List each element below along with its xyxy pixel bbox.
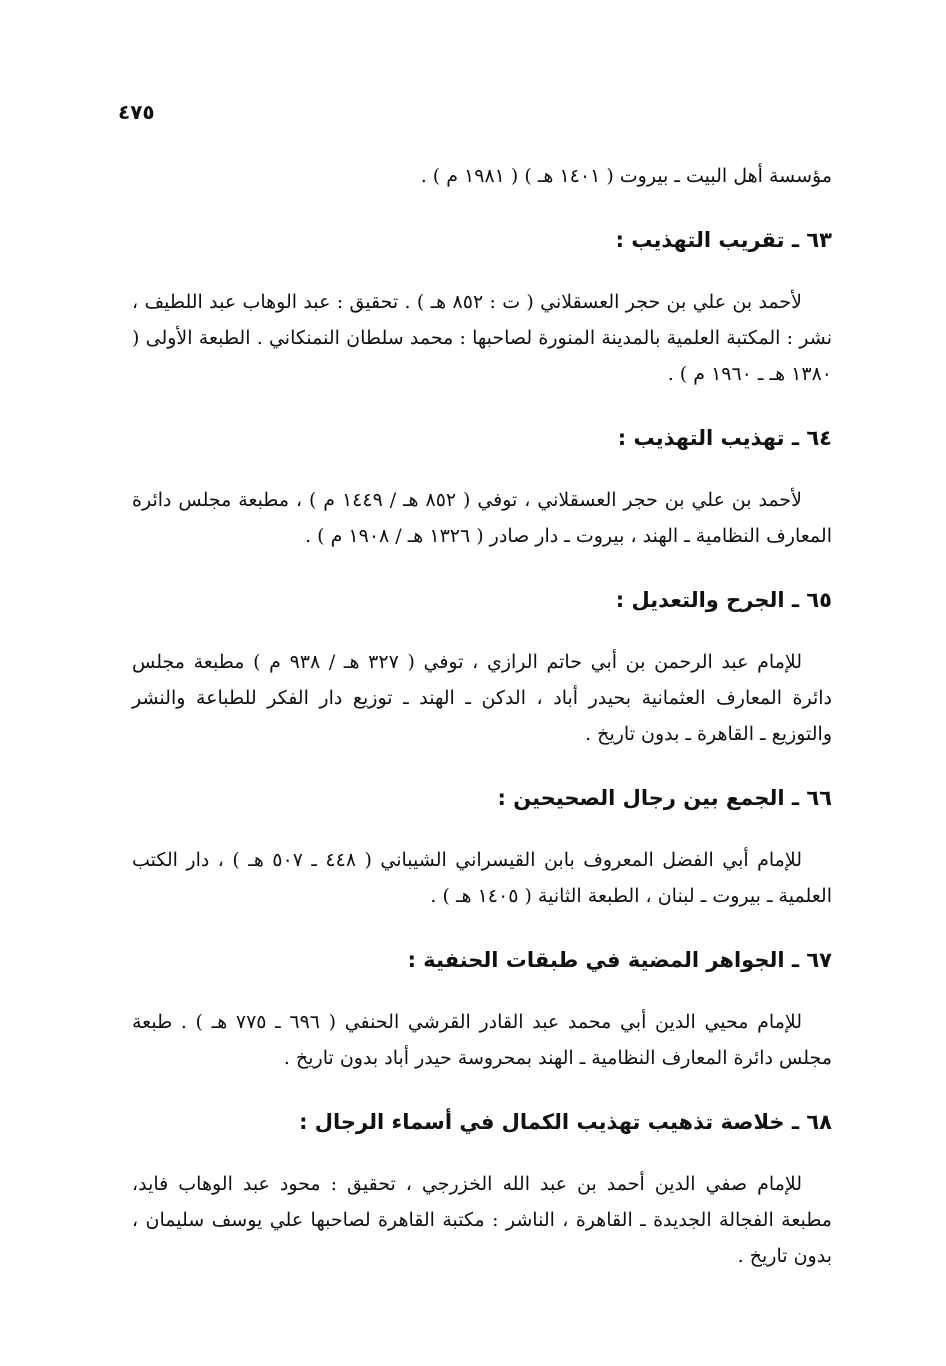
entry-66 (132, 780, 832, 914)
entry-heading: ٦٣ ـ تقريب التهذيب : (615, 228, 832, 252)
entry-68 (132, 1104, 832, 1274)
entry-64 (132, 420, 832, 554)
entry-heading: ٦٨ ـ خلاصة تذهيب تهذيب الكمال في أسماء الرجال : (299, 1110, 832, 1134)
entry-heading: ٦٦ ـ الجمع بين رجال الصحيحين : (497, 786, 832, 810)
entry-heading: ٦٧ ـ الجواهر المضية في طبقات الحنفية : (407, 948, 832, 972)
page-number: ٤٧٥ (118, 100, 155, 124)
page-content (132, 158, 832, 1274)
entry-67 (132, 942, 832, 1076)
entry-body: لأحمد بن علي بن حجر العسقلاني ، توفي ( ٨٥٢ هـ / ١٤٤٩ م ) ، مطبعة مجلس دائرة المعارف النظامية ـ الهند ، بيروت ـ دار صادر ( ١٣٢٦ هـ / ١٩٠٨ م ) . (132, 489, 832, 547)
entry-heading: ٦٤ ـ تهذيب التهذيب : (617, 426, 832, 450)
entry-65 (132, 582, 832, 752)
entry-body: للإمام محيي الدين أبي محمد عبد القادر القرشي الحنفي ( ٦٩٦ ـ ٧٧٥ هـ ) . طبعة مجلس دائرة المعارف النظامية ـ الهند بمحروسة حيدر أباد بدون تاريخ . (132, 1011, 832, 1069)
intro-line: مؤسسة أهل البيت ـ بيروت ( ١٤٠١ هـ ) ( ١٩٨١ م ) . (420, 165, 832, 187)
entry-heading: ٦٥ ـ الجرح والتعديل : (615, 588, 832, 612)
entry-63 (132, 222, 832, 392)
entry-body: لأحمد بن علي بن حجر العسقلاني ( ت : ٨٥٢ هـ ) . تحقيق : عبد الوهاب عبد اللطيف ، نشر : المكتبة العلمية بالمدينة المنورة لصاحبها : محمد سلطان النمنكاني . الطبعة الأولى ( ١٣٨٠ هـ ـ ١٩٦٠ م ) . (132, 291, 832, 385)
entry-body: للإمام صفي الدين أحمد بن عبد الله الخزرجي ، تحقيق : محود عبد الوهاب فايد، مطبعة الفجالة الجديدة ـ القاهرة ، الناشر : مكتبة القاهرة لصاحبها علي يوسف سليمان ، بدون تاريخ . (132, 1173, 832, 1267)
entry-body: للإمام عبد الرحمن بن أبي حاتم الرازي ، توفي ( ٣٢٧ هـ / ٩٣٨ م ) مطبعة مجلس دائرة المعارف العثمانية بحيدر أباد ، الدكن ـ الهند ـ توزيع دار الفكر للطباعة والنشر والتوزيع ـ القاهرة ـ بدون تاريخ . (132, 651, 832, 745)
entry-body: للإمام أبي الفضل المعروف بابن القيسراني الشيباني ( ٤٤٨ ـ ٥٠٧ هـ ) ، دار الكتب العلمية ـ بيروت ـ لبنان ، الطبعة الثانية ( ١٤٠٥ هـ ) . (132, 849, 832, 907)
